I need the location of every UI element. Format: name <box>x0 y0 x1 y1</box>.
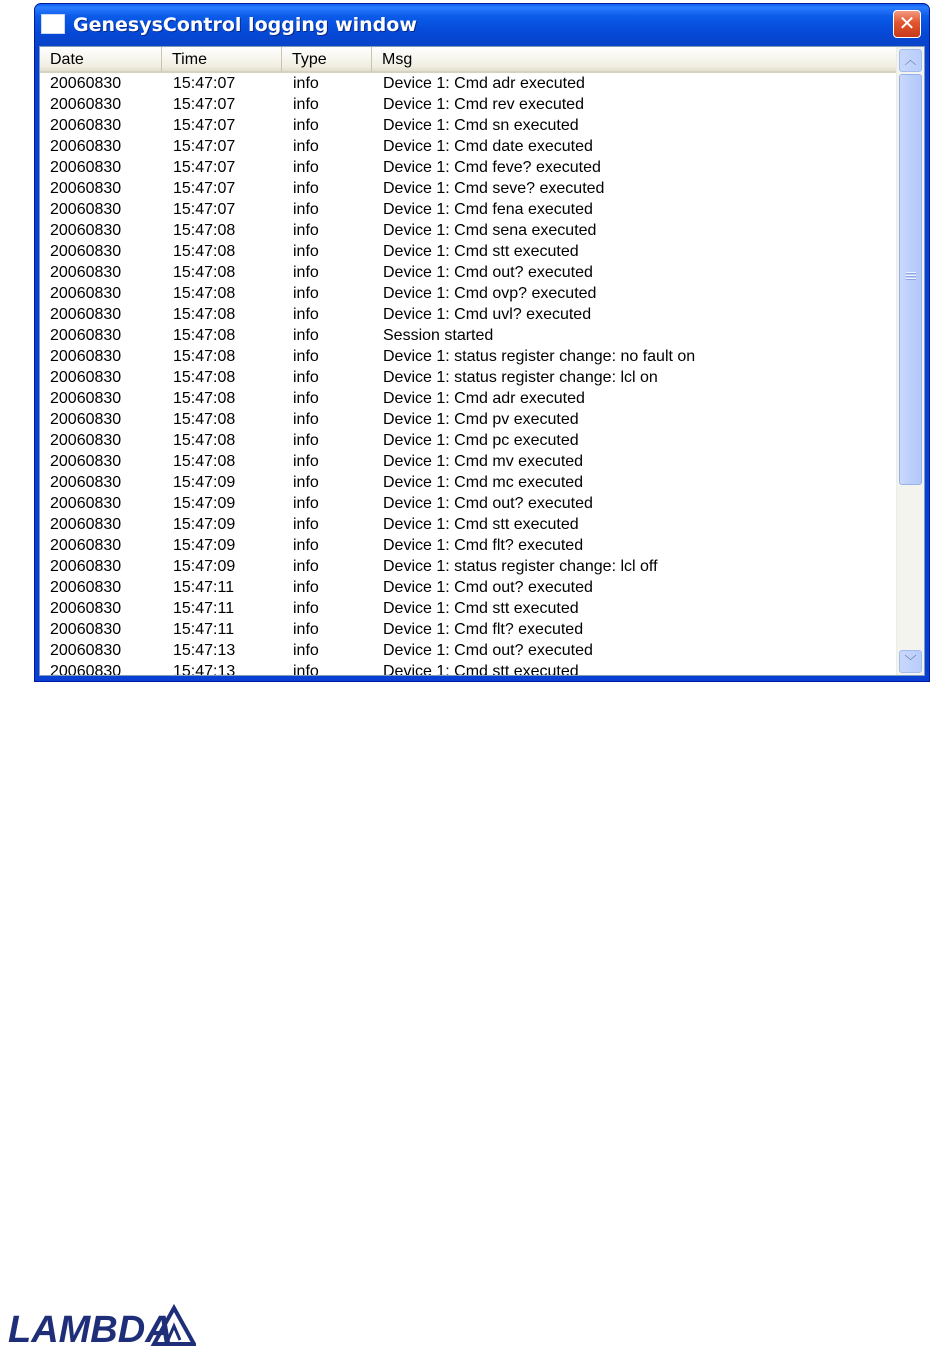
cell-date: 20060830 <box>50 327 122 344</box>
table-row[interactable] <box>40 367 896 388</box>
cell-type: info <box>293 432 319 449</box>
column-header-bar <box>40 47 896 73</box>
cell-msg: Device 1: status register change: lcl on <box>383 369 658 386</box>
cell-msg: Device 1: Cmd pc executed <box>383 432 579 449</box>
close-button[interactable]: ✕ <box>893 10 921 38</box>
cell-date: 20060830 <box>50 663 122 676</box>
cell-date: 20060830 <box>50 432 122 449</box>
scroll-down-button[interactable] <box>899 650 922 673</box>
cell-msg: Device 1: Cmd flt? executed <box>383 621 584 638</box>
cell-time: 15:47:13 <box>173 642 236 659</box>
table-row[interactable] <box>40 619 896 640</box>
table-row[interactable] <box>40 283 896 304</box>
cell-date: 20060830 <box>50 600 122 617</box>
cell-msg: Device 1: Cmd fena executed <box>383 201 593 218</box>
cell-date: 20060830 <box>50 579 122 596</box>
cell-date: 20060830 <box>50 285 122 302</box>
cell-date: 20060830 <box>50 222 122 239</box>
cell-type: info <box>293 390 319 407</box>
cell-time: 15:47:08 <box>173 222 236 239</box>
cell-type: info <box>293 474 319 491</box>
table-row[interactable] <box>40 262 896 283</box>
cell-time: 15:47:07 <box>173 159 236 176</box>
table-row[interactable] <box>40 115 896 136</box>
cell-time: 15:47:11 <box>173 621 235 638</box>
lambda-logo <box>6 1300 196 1350</box>
table-row[interactable] <box>40 136 896 157</box>
cell-type: info <box>293 75 319 92</box>
window-title: GenesysControl logging window <box>73 14 417 36</box>
cell-time: 15:47:09 <box>173 474 236 491</box>
cell-time: 15:47:07 <box>173 180 236 197</box>
cell-type: info <box>293 348 319 365</box>
column-header-date[interactable]: Date <box>40 47 162 71</box>
cell-date: 20060830 <box>50 264 122 281</box>
table-row[interactable] <box>40 640 896 661</box>
cell-date: 20060830 <box>50 348 122 365</box>
cell-type: info <box>293 222 319 239</box>
cell-date: 20060830 <box>50 201 122 218</box>
cell-msg: Device 1: Cmd pv executed <box>383 411 579 428</box>
cell-msg: Device 1: Cmd feve? executed <box>383 159 601 176</box>
cell-type: info <box>293 558 319 575</box>
cell-msg: Device 1: Cmd stt executed <box>383 516 579 533</box>
logging-window <box>34 3 930 682</box>
cell-type: info <box>293 663 319 676</box>
cell-msg: Session started <box>383 327 494 344</box>
table-row[interactable] <box>40 577 896 598</box>
table-row[interactable] <box>40 514 896 535</box>
cell-type: info <box>293 642 319 659</box>
log-list-view <box>39 46 925 676</box>
cell-time: 15:47:11 <box>173 579 235 596</box>
cell-type: info <box>293 243 319 260</box>
cell-type: info <box>293 453 319 470</box>
table-row[interactable] <box>40 661 896 676</box>
cell-date: 20060830 <box>50 621 122 638</box>
table-row[interactable] <box>40 472 896 493</box>
cell-date: 20060830 <box>50 453 122 470</box>
cell-time: 15:47:07 <box>173 138 236 155</box>
cell-type: info <box>293 411 319 428</box>
table-row[interactable] <box>40 430 896 451</box>
cell-msg: Device 1: Cmd ovp? executed <box>383 285 597 302</box>
cell-msg: Device 1: Cmd out? executed <box>383 642 593 659</box>
log-rows <box>40 73 896 676</box>
cell-type: info <box>293 138 319 155</box>
cell-type: info <box>293 117 319 134</box>
cell-type: info <box>293 201 319 218</box>
cell-date: 20060830 <box>50 306 122 323</box>
cell-msg: Device 1: Cmd seve? executed <box>383 180 605 197</box>
cell-msg: Device 1: Cmd mv executed <box>383 453 584 470</box>
table-row[interactable] <box>40 493 896 514</box>
cell-date: 20060830 <box>50 558 122 575</box>
cell-msg: Device 1: Cmd rev executed <box>383 96 584 113</box>
chevron-up-icon: ︿ <box>904 53 917 67</box>
cell-date: 20060830 <box>50 390 122 407</box>
logo-text: LAMBDA <box>8 1309 173 1350</box>
cell-date: 20060830 <box>50 516 122 533</box>
cell-time: 15:47:08 <box>173 285 236 302</box>
cell-msg: Device 1: status register change: lcl off <box>383 558 658 575</box>
cell-time: 15:47:08 <box>173 306 236 323</box>
cell-time: 15:47:08 <box>173 348 236 365</box>
cell-msg: Device 1: Cmd date executed <box>383 138 593 155</box>
cell-time: 15:47:07 <box>173 117 236 134</box>
cell-msg: Device 1: Cmd out? executed <box>383 579 593 596</box>
table-row[interactable] <box>40 598 896 619</box>
table-row[interactable] <box>40 451 896 472</box>
grip-icon <box>906 272 916 281</box>
cell-date: 20060830 <box>50 243 122 260</box>
cell-time: 15:47:09 <box>173 537 236 554</box>
cell-time: 15:47:08 <box>173 390 236 407</box>
cell-date: 20060830 <box>50 495 122 512</box>
cell-type: info <box>293 516 319 533</box>
cell-type: info <box>293 537 319 554</box>
column-header-type[interactable]: Type <box>282 47 372 71</box>
table-row[interactable] <box>40 346 896 367</box>
cell-time: 15:47:07 <box>173 75 236 92</box>
cell-msg: Device 1: Cmd mc executed <box>383 474 584 491</box>
table-row[interactable] <box>40 304 896 325</box>
cell-msg: Device 1: Cmd uvl? executed <box>383 306 592 323</box>
cell-time: 15:47:08 <box>173 411 236 428</box>
cell-time: 15:47:08 <box>173 453 236 470</box>
cell-msg: Device 1: Cmd adr executed <box>383 390 585 407</box>
cell-type: info <box>293 495 319 512</box>
cell-msg: Device 1: Cmd sena executed <box>383 222 597 239</box>
table-row[interactable] <box>40 556 896 577</box>
column-header-msg[interactable]: Msg <box>382 51 413 68</box>
cell-date: 20060830 <box>50 138 122 155</box>
cell-msg: Device 1: Cmd out? executed <box>383 264 593 281</box>
cell-time: 15:47:13 <box>173 663 236 676</box>
title-bar[interactable] <box>35 4 929 46</box>
cell-type: info <box>293 327 319 344</box>
cell-time: 15:47:08 <box>173 243 236 260</box>
cell-date: 20060830 <box>50 411 122 428</box>
cell-type: info <box>293 264 319 281</box>
cell-type: info <box>293 96 319 113</box>
cell-time: 15:47:08 <box>173 327 236 344</box>
cell-date: 20060830 <box>50 537 122 554</box>
table-row[interactable] <box>40 157 896 178</box>
window-icon <box>41 14 65 34</box>
cell-time: 15:47:07 <box>173 96 236 113</box>
cell-time: 15:47:11 <box>173 600 235 617</box>
vertical-scrollbar[interactable] <box>896 47 924 675</box>
cell-time: 15:47:09 <box>173 495 236 512</box>
cell-type: info <box>293 180 319 197</box>
cell-type: info <box>293 159 319 176</box>
cell-type: info <box>293 600 319 617</box>
column-header-time[interactable]: Time <box>162 47 282 71</box>
cell-time: 15:47:09 <box>173 558 236 575</box>
cell-date: 20060830 <box>50 75 122 92</box>
cell-date: 20060830 <box>50 96 122 113</box>
table-row[interactable] <box>40 325 896 346</box>
cell-time: 15:47:07 <box>173 201 236 218</box>
cell-time: 15:47:08 <box>173 369 236 386</box>
cell-msg: Device 1: Cmd stt executed <box>383 663 579 676</box>
cell-date: 20060830 <box>50 180 122 197</box>
cell-type: info <box>293 306 319 323</box>
cell-msg: Device 1: Cmd adr executed <box>383 75 585 92</box>
table-row[interactable] <box>40 241 896 262</box>
table-row[interactable] <box>40 409 896 430</box>
table-row[interactable] <box>40 199 896 220</box>
cell-type: info <box>293 285 319 302</box>
cell-msg: Device 1: Cmd out? executed <box>383 495 593 512</box>
table-row[interactable] <box>40 535 896 556</box>
cell-date: 20060830 <box>50 159 122 176</box>
cell-msg: Device 1: Cmd stt executed <box>383 243 579 260</box>
table-row[interactable] <box>40 388 896 409</box>
cell-time: 15:47:08 <box>173 264 236 281</box>
cell-date: 20060830 <box>50 117 122 134</box>
table-row[interactable] <box>40 94 896 115</box>
cell-date: 20060830 <box>50 642 122 659</box>
chevron-down-icon: ﹀ <box>904 654 917 668</box>
cell-date: 20060830 <box>50 474 122 491</box>
cell-type: info <box>293 579 319 596</box>
cell-type: info <box>293 369 319 386</box>
cell-type: info <box>293 621 319 638</box>
scroll-up-button[interactable] <box>899 49 922 72</box>
cell-msg: Device 1: Cmd sn executed <box>383 117 579 134</box>
cell-date: 20060830 <box>50 369 122 386</box>
cell-msg: Device 1: Cmd stt executed <box>383 600 579 617</box>
scroll-thumb[interactable] <box>899 74 922 485</box>
cell-time: 15:47:08 <box>173 432 236 449</box>
cell-time: 15:47:09 <box>173 516 236 533</box>
cell-msg: Device 1: status register change: no fault on <box>383 348 696 365</box>
cell-msg: Device 1: Cmd flt? executed <box>383 537 584 554</box>
table-row[interactable] <box>40 220 896 241</box>
table-row[interactable] <box>40 178 896 199</box>
table-row[interactable] <box>40 73 896 94</box>
